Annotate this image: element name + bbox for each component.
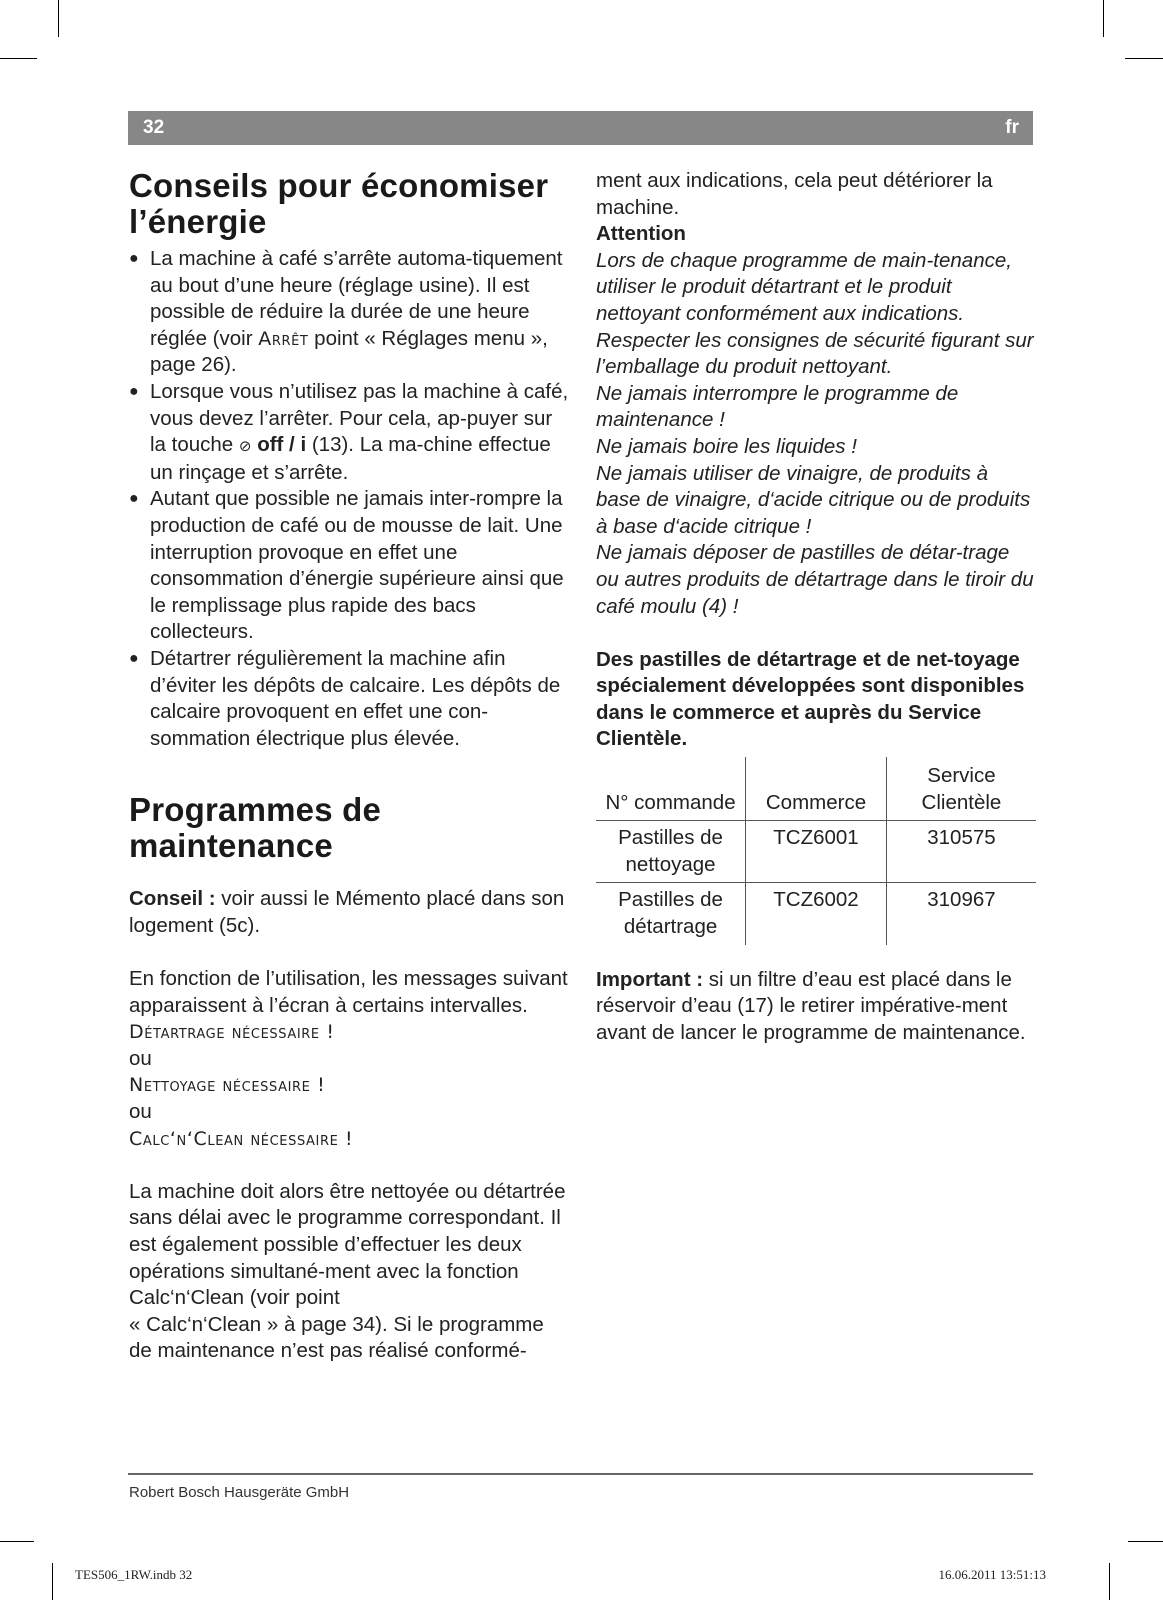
title-line: maintenance <box>129 827 333 865</box>
crop-mark <box>1128 1541 1163 1542</box>
right-column <box>596 168 1036 1046</box>
bullet-text: La machine à café s’arrête automa-tiquement au bout d’une heure (réglage usine). Il est possible de réduire la durée de une heure réglée (voir <box>150 247 563 350</box>
or-text: ou <box>129 1100 152 1124</box>
crop-mark <box>1125 58 1163 59</box>
order-numbers-table <box>596 757 1036 945</box>
title-line: Conseils pour économiser <box>129 167 549 204</box>
bullet-text: point « Réglages menu », page 26). <box>150 326 548 377</box>
warning-text: Ne jamais déposer de pastilles de détar-trage ou autres produits de détartrage dans le tiroir du café moulu (4) ! <box>596 541 1034 618</box>
table-cell: Pastilles de détartrage <box>618 888 723 939</box>
important-text: si un filtre d’eau est placé dans le réservoir d’eau (17) le retirer impérative-ment avant de lancer le programme de maintenance. <box>596 967 1026 1044</box>
column-header: Service Clientèle <box>886 757 1036 821</box>
warning-text: Ne jamais boire les liquides ! <box>596 434 857 458</box>
display-message: Nettoyage nécessaire ! <box>129 1074 326 1097</box>
table-cell: 310967 <box>886 883 1036 945</box>
table-cell: Pastilles de nettoyage <box>596 821 746 883</box>
bullet-text: Détartrer régulièrement la machine afin d’éviter les dépôts de calcaire. Les dépôts de calcaire provoquent en effet une con-sommation électrique plus élevée. <box>150 646 561 750</box>
table-cell: TCZ6001 <box>746 821 887 883</box>
print-slug-date: 16.06.2011 13:51:13 <box>938 1567 1046 1582</box>
tip-paragraph <box>129 886 569 939</box>
warning-text: Ne jamais interrompre le programme de maintenance ! <box>596 381 959 432</box>
body-paragraph: « Calc‘n‘Clean » à page 34). Si le programme de maintenance n’est pas réalisé conformé- <box>129 1312 544 1363</box>
button-name: off / i <box>257 433 307 457</box>
crop-mark <box>52 1563 53 1600</box>
bullet-icon: ● <box>129 649 139 667</box>
body-paragraph: La machine doit alors être nettoyée ou détartrée sans délai avec le programme correspondant. Il est également possible d’effectuer les deux opérations simultané-ment avec la fonction Calc‘n‘Clean (voir point <box>129 1179 566 1310</box>
section-title-maintenance <box>129 792 569 864</box>
bullet-icon: ● <box>129 490 139 508</box>
crop-mark <box>1109 1563 1110 1600</box>
column-header: N° commande <box>596 757 746 821</box>
energy-tips-list <box>129 246 569 752</box>
language-code: fr <box>1005 117 1019 138</box>
bullet-text: Lorsque vous n’utilisez pas la machine à café, vous devez l’arrêter. Pour cela, ap-puyer sur la touche <box>150 379 569 457</box>
bullet-text: (13). La ma-chine effectue un rinçage et s’arrête. <box>150 433 551 484</box>
table-cell: 310575 <box>886 821 1036 883</box>
page-number: 32 <box>143 117 165 138</box>
availability-note: Des pastilles de détartrage et de net-toyage spécialement développées sont disponibles dans le commerce et auprès du Service Clientèle. <box>596 647 1025 751</box>
footer-company: Robert Bosch Hausgeräte GmbH <box>129 1484 350 1501</box>
table-cell: TCZ6002 <box>746 883 887 945</box>
left-column <box>129 168 569 1365</box>
display-message: Détartrage nécessaire ! <box>129 1021 335 1044</box>
important-paragraph <box>596 967 1036 1047</box>
title-line: Programmes de <box>129 791 382 829</box>
bullet-icon: ● <box>129 250 139 267</box>
print-slug-file: TES506_1RW.indb 32 <box>75 1567 193 1582</box>
bullet-icon: ● <box>129 382 139 400</box>
crop-mark <box>0 58 37 59</box>
intro-paragraph: En fonction de l’utilisation, les messages suivant apparaissent à l’écran à certains intervalles. <box>129 967 568 1017</box>
display-term: Arrêt <box>258 327 309 350</box>
title-line: l’énergie <box>129 203 267 240</box>
continuation-text: ment aux indications, cela peut détériorer la machine. <box>596 169 993 219</box>
table-row <box>596 821 1036 883</box>
section-title-energy <box>129 168 569 240</box>
tip-label: Conseil : <box>129 887 216 911</box>
page-header-bar <box>128 111 1033 145</box>
crop-mark <box>0 1541 34 1542</box>
crop-mark <box>58 0 59 37</box>
table-header-row <box>596 757 1036 821</box>
crop-mark <box>1103 0 1104 37</box>
list-item <box>129 646 569 752</box>
warning-text: Lors de chaque programme de main-tenance, utiliser le produit détartrant et le produit nettoyant conformément aux indications. Respecter les consignes de sécurité figurant sur l’emballage du produit nettoyant. <box>596 248 1034 379</box>
list-item <box>129 246 569 379</box>
column-header: Commerce <box>746 757 887 821</box>
power-icon: ⊘ <box>238 437 252 456</box>
attention-label: Attention <box>596 222 686 246</box>
list-item <box>129 486 569 646</box>
bullet-text: Autant que possible ne jamais inter-rompre la production de café ou de mousse de lait. Une interruption provoque en effet une consommation d’énergie supérieure ainsi que le remplissage plus rapide des bacs collecteurs. <box>150 487 564 644</box>
important-label: Important : <box>596 967 704 991</box>
warning-text: Ne jamais utiliser de vinaigre, de produits à base de vinaigre, d‘acide citrique ou de produits à base d‘acide citrique ! <box>596 461 1031 538</box>
footer-divider <box>128 1473 1033 1475</box>
table-row <box>596 883 1036 945</box>
display-message: Calc‘n‘Clean nécessaire ! <box>129 1127 354 1150</box>
or-text: ou <box>129 1046 152 1070</box>
list-item <box>129 379 569 486</box>
tip-text: voir aussi le Mémento placé dans son logement (5c). <box>129 887 565 937</box>
